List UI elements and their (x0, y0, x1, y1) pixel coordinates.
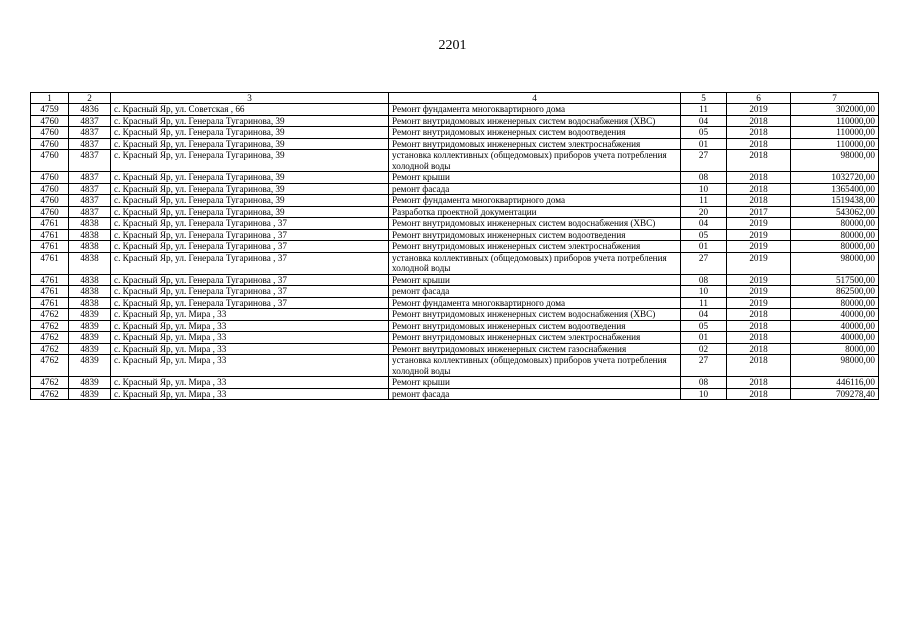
table-row (31, 229, 879, 241)
row-id: 4762 (31, 343, 69, 355)
object-id: 4838 (69, 218, 111, 230)
table-row (31, 241, 879, 253)
year-cell: 2018 (727, 127, 791, 139)
table-row (31, 206, 879, 218)
address-cell: с. Красный Яр, ул. Генерала Тугаринова, 39 (111, 138, 389, 150)
object-id: 4838 (69, 241, 111, 253)
address-cell: с. Красный Яр, ул. Генерала Тугаринова , 37 (111, 218, 389, 230)
work-type-cell: ремонт фасада (389, 183, 681, 195)
amount-cell: 110000,00 (791, 115, 879, 127)
address-cell: с. Красный Яр, ул. Генерала Тугаринова , 37 (111, 252, 389, 274)
work-code-cell: 11 (681, 195, 727, 207)
address-cell: с. Красный Яр, ул. Генерала Тугаринова, 39 (111, 172, 389, 184)
table-row (31, 343, 879, 355)
work-type-cell: установка коллективных (общедомовых) приборов учета потребления холодной воды (389, 252, 681, 274)
row-id: 4760 (31, 195, 69, 207)
work-code-cell: 05 (681, 320, 727, 332)
work-type-cell: Ремонт крыши (389, 274, 681, 286)
amount-cell: 862500,00 (791, 286, 879, 298)
column-header: 2 (69, 93, 111, 104)
work-code-cell: 05 (681, 127, 727, 139)
year-cell: 2018 (727, 355, 791, 377)
year-cell: 2019 (727, 297, 791, 309)
year-cell: 2019 (727, 252, 791, 274)
amount-cell: 1365400,00 (791, 183, 879, 195)
object-id: 4837 (69, 172, 111, 184)
table-row (31, 195, 879, 207)
year-cell: 2019 (727, 218, 791, 230)
column-header: 4 (389, 93, 681, 104)
year-cell: 2018 (727, 172, 791, 184)
year-cell: 2018 (727, 195, 791, 207)
work-type-cell: Ремонт внутридомовых инженерных систем водоснабжения (ХВС) (389, 115, 681, 127)
year-cell: 2018 (727, 377, 791, 389)
row-id: 4761 (31, 286, 69, 298)
work-code-cell: 10 (681, 388, 727, 400)
row-id: 4762 (31, 309, 69, 321)
row-id: 4761 (31, 229, 69, 241)
amount-cell: 1519438,00 (791, 195, 879, 207)
address-cell: с. Красный Яр, ул. Генерала Тугаринова , 37 (111, 241, 389, 253)
address-cell: с. Красный Яр, ул. Мира , 33 (111, 309, 389, 321)
table-row (31, 252, 879, 274)
object-id: 4837 (69, 115, 111, 127)
object-id: 4839 (69, 343, 111, 355)
amount-cell: 8000,00 (791, 343, 879, 355)
work-code-cell: 11 (681, 104, 727, 116)
object-id: 4838 (69, 252, 111, 274)
work-type-cell: Ремонт внутридомовых инженерных систем электроснабжения (389, 241, 681, 253)
year-cell: 2019 (727, 274, 791, 286)
object-id: 4837 (69, 195, 111, 207)
amount-cell: 40000,00 (791, 332, 879, 344)
work-type-cell: установка коллективных (общедомовых) приборов учета потребления холодной воды (389, 355, 681, 377)
work-code-cell: 27 (681, 355, 727, 377)
object-id: 4838 (69, 229, 111, 241)
work-type-cell: Ремонт фундамента многоквартирного дома (389, 195, 681, 207)
object-id: 4839 (69, 388, 111, 400)
address-cell: с. Красный Яр, ул. Генерала Тугаринова , 37 (111, 286, 389, 298)
object-id: 4836 (69, 104, 111, 116)
year-cell: 2019 (727, 104, 791, 116)
register-table (30, 92, 879, 400)
row-id: 4762 (31, 377, 69, 389)
amount-cell: 40000,00 (791, 320, 879, 332)
column-header: 5 (681, 93, 727, 104)
table-row (31, 286, 879, 298)
object-id: 4839 (69, 377, 111, 389)
object-id: 4839 (69, 355, 111, 377)
row-id: 4760 (31, 138, 69, 150)
row-id: 4759 (31, 104, 69, 116)
work-type-cell: Ремонт внутридомовых инженерных систем водоотведения (389, 229, 681, 241)
table-row (31, 355, 879, 377)
work-code-cell: 20 (681, 206, 727, 218)
table-row (31, 115, 879, 127)
table-row (31, 309, 879, 321)
row-id: 4762 (31, 320, 69, 332)
address-cell: с. Красный Яр, ул. Мира , 33 (111, 343, 389, 355)
amount-cell: 80000,00 (791, 241, 879, 253)
table-header-row (31, 93, 879, 104)
table-row (31, 104, 879, 116)
work-code-cell: 10 (681, 183, 727, 195)
table-row (31, 297, 879, 309)
address-cell: с. Красный Яр, ул. Мира , 33 (111, 355, 389, 377)
row-id: 4760 (31, 150, 69, 172)
work-code-cell: 08 (681, 377, 727, 389)
year-cell: 2018 (727, 309, 791, 321)
amount-cell: 98000,00 (791, 252, 879, 274)
work-type-cell: Ремонт внутридомовых инженерных систем водоотведения (389, 127, 681, 139)
table-row (31, 377, 879, 389)
work-code-cell: 04 (681, 218, 727, 230)
row-id: 4760 (31, 183, 69, 195)
amount-cell: 543062,00 (791, 206, 879, 218)
row-id: 4761 (31, 297, 69, 309)
work-type-cell: ремонт фасада (389, 388, 681, 400)
work-type-cell: Ремонт внутридомовых инженерных систем электроснабжения (389, 138, 681, 150)
amount-cell: 517500,00 (791, 274, 879, 286)
row-id: 4761 (31, 252, 69, 274)
column-header: 6 (727, 93, 791, 104)
object-id: 4837 (69, 138, 111, 150)
object-id: 4837 (69, 127, 111, 139)
work-code-cell: 08 (681, 172, 727, 184)
address-cell: с. Красный Яр, ул. Мира , 33 (111, 320, 389, 332)
object-id: 4838 (69, 297, 111, 309)
work-code-cell: 27 (681, 150, 727, 172)
work-type-cell: Ремонт фундамента многоквартирного дома (389, 297, 681, 309)
address-cell: с. Красный Яр, ул. Генерала Тугаринова, 39 (111, 183, 389, 195)
row-id: 4760 (31, 206, 69, 218)
work-code-cell: 01 (681, 332, 727, 344)
address-cell: с. Красный Яр, ул. Генерала Тугаринова , 37 (111, 297, 389, 309)
address-cell: с. Красный Яр, ул. Генерала Тугаринова, 39 (111, 150, 389, 172)
year-cell: 2018 (727, 343, 791, 355)
work-type-cell: Разработка проектной документации (389, 206, 681, 218)
row-id: 4760 (31, 127, 69, 139)
row-id: 4761 (31, 218, 69, 230)
page-number: 2201 (438, 38, 467, 53)
address-cell: с. Красный Яр, ул. Генерала Тугаринова , 37 (111, 229, 389, 241)
table-body (31, 104, 879, 400)
work-code-cell: 01 (681, 241, 727, 253)
work-code-cell: 01 (681, 138, 727, 150)
work-type-cell: ремонт фасада (389, 286, 681, 298)
work-code-cell: 11 (681, 297, 727, 309)
row-id: 4762 (31, 355, 69, 377)
amount-cell: 40000,00 (791, 309, 879, 321)
amount-cell: 98000,00 (791, 355, 879, 377)
table-row (31, 320, 879, 332)
work-code-cell: 10 (681, 286, 727, 298)
amount-cell: 80000,00 (791, 218, 879, 230)
work-code-cell: 04 (681, 309, 727, 321)
year-cell: 2018 (727, 115, 791, 127)
work-code-cell: 27 (681, 252, 727, 274)
year-cell: 2019 (727, 286, 791, 298)
work-type-cell: Ремонт крыши (389, 172, 681, 184)
object-id: 4837 (69, 183, 111, 195)
column-header: 1 (31, 93, 69, 104)
address-cell: с. Красный Яр, ул. Генерала Тугаринова, 39 (111, 115, 389, 127)
year-cell: 2019 (727, 229, 791, 241)
amount-cell: 709278,40 (791, 388, 879, 400)
amount-cell: 110000,00 (791, 127, 879, 139)
address-cell: с. Красный Яр, ул. Мира , 33 (111, 377, 389, 389)
year-cell: 2018 (727, 138, 791, 150)
table-row (31, 388, 879, 400)
row-id: 4762 (31, 388, 69, 400)
table-row (31, 138, 879, 150)
row-id: 4761 (31, 241, 69, 253)
year-cell: 2018 (727, 183, 791, 195)
object-id: 4839 (69, 320, 111, 332)
year-cell: 2017 (727, 206, 791, 218)
column-header: 7 (791, 93, 879, 104)
year-cell: 2018 (727, 388, 791, 400)
year-cell: 2018 (727, 150, 791, 172)
address-cell: с. Красный Яр, ул. Советская , 66 (111, 104, 389, 116)
table-row (31, 274, 879, 286)
object-id: 4839 (69, 309, 111, 321)
amount-cell: 446116,00 (791, 377, 879, 389)
amount-cell: 110000,00 (791, 138, 879, 150)
row-id: 4760 (31, 172, 69, 184)
amount-cell: 302000,00 (791, 104, 879, 116)
amount-cell: 1032720,00 (791, 172, 879, 184)
address-cell: с. Красный Яр, ул. Генерала Тугаринова, 39 (111, 127, 389, 139)
address-cell: с. Красный Яр, ул. Генерала Тугаринова , 37 (111, 274, 389, 286)
work-type-cell: Ремонт внутридомовых инженерных систем водоснабжения (ХВС) (389, 218, 681, 230)
address-cell: с. Красный Яр, ул. Мира , 33 (111, 388, 389, 400)
work-code-cell: 02 (681, 343, 727, 355)
work-code-cell: 05 (681, 229, 727, 241)
amount-cell: 98000,00 (791, 150, 879, 172)
work-code-cell: 04 (681, 115, 727, 127)
year-cell: 2018 (727, 332, 791, 344)
work-code-cell: 08 (681, 274, 727, 286)
address-cell: с. Красный Яр, ул. Мира , 33 (111, 332, 389, 344)
work-type-cell: Ремонт внутридомовых инженерных систем водоснабжения (ХВС) (389, 309, 681, 321)
year-cell: 2018 (727, 320, 791, 332)
amount-cell: 80000,00 (791, 229, 879, 241)
table-row (31, 127, 879, 139)
column-header: 3 (111, 93, 389, 104)
year-cell: 2019 (727, 241, 791, 253)
work-type-cell: установка коллективных (общедомовых) приборов учета потребления холодной воды (389, 150, 681, 172)
table-row (31, 332, 879, 344)
object-id: 4838 (69, 286, 111, 298)
table-row (31, 183, 879, 195)
work-type-cell: Ремонт внутридомовых инженерных систем водоотведения (389, 320, 681, 332)
row-id: 4762 (31, 332, 69, 344)
table-row (31, 150, 879, 172)
row-id: 4760 (31, 115, 69, 127)
row-id: 4761 (31, 274, 69, 286)
object-id: 4839 (69, 332, 111, 344)
table-row (31, 218, 879, 230)
address-cell: с. Красный Яр, ул. Генерала Тугаринова, 39 (111, 195, 389, 207)
work-type-cell: Ремонт внутридомовых инженерных систем электроснабжения (389, 332, 681, 344)
amount-cell: 80000,00 (791, 297, 879, 309)
table-row (31, 172, 879, 184)
work-type-cell: Ремонт внутридомовых инженерных систем газоснабжения (389, 343, 681, 355)
work-type-cell: Ремонт крыши (389, 377, 681, 389)
address-cell: с. Красный Яр, ул. Генерала Тугаринова, 39 (111, 206, 389, 218)
object-id: 4837 (69, 150, 111, 172)
object-id: 4837 (69, 206, 111, 218)
object-id: 4838 (69, 274, 111, 286)
work-type-cell: Ремонт фундамента многоквартирного дома (389, 104, 681, 116)
